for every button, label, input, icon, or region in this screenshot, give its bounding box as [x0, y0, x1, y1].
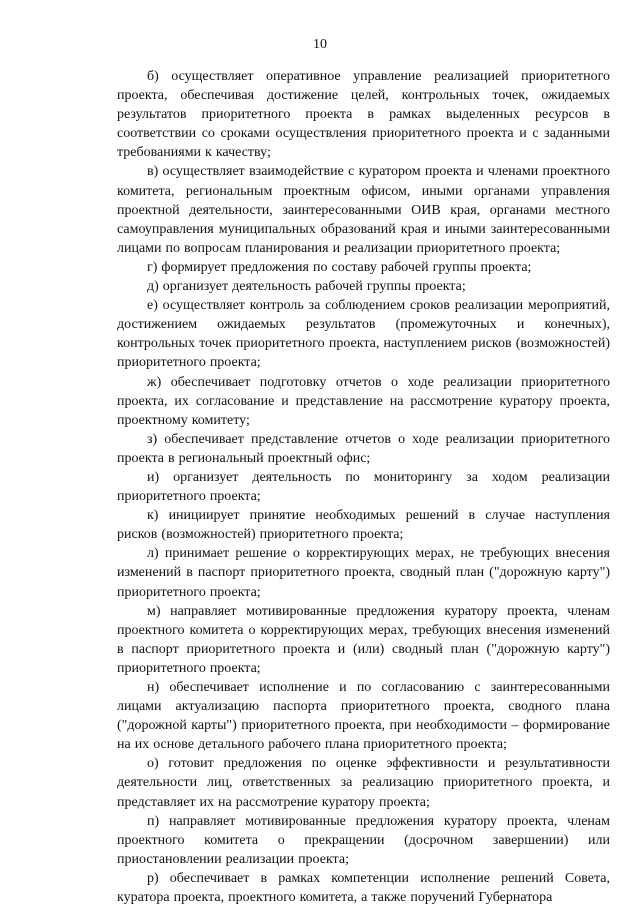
- paragraph-z: з) обеспечивает представление отчетов о ходе реализации приоритетного проекта в региональный проектный офис;: [117, 431, 610, 466]
- paragraph-b: б) осуществляет оперативное управление реализацией приоритетного проекта, обеспечивая достижение целей, контрольных точек, ожидаемых результатов приоритетного проекта в рамках выделенных ресурсов в соответствии со сроками осуществления приоритетного проекта и с заданными требованиями к качеству;: [117, 69, 610, 161]
- document-body: [117, 67, 610, 907]
- paragraph-zh: ж) обеспечивает подготовку отчетов о ходе реализации приоритетного проекта, их согласование и представление на рассмотрение куратору проекта, проектному комитету;: [117, 374, 610, 428]
- paragraph-p: п) направляет мотивированные предложения куратору проекта, членам проектного комитета о прекращении (досрочном завершении) или приостановлении реализации проекта;: [117, 813, 610, 867]
- paragraph-i: и) организует деятельность по мониторингу за ходом реализации приоритетного проекта;: [117, 469, 610, 505]
- paragraph-r: р) обеспечивает в рамках компетенции исполнение решений Совета, куратора проекта, проектного комитета, а также поручений Губернатора: [117, 870, 610, 906]
- paragraph-k: к) инициирует принятие необходимых решений в случае наступления рисков (возможностей) приоритетного проекта;: [117, 508, 610, 543]
- paragraph-n: н) обеспечивает исполнение и по согласованию с заинтересованными лицами актуализацию паспорта приоритетного проекта, сводного плана ("дорожной карты") приоритетного проекта, при необходимости – формирование на их основе детального рабочего плана приоритетного проекта;: [117, 680, 610, 753]
- paragraph-o: о) готовит предложения по оценке эффективности и результативности деятельности лиц, ответственных за реализацию приоритетного проекта, и представляет их на рассмотрение куратору проекта;: [117, 756, 610, 810]
- paragraph-l: л) принимает решение о корректирующих мерах, не требующих внесения изменений в паспорт приоритетного проекта, сводный план ("дорожную карту") приоритетного проекта;: [117, 546, 610, 600]
- paragraph-m: м) направляет мотивированные предложения куратору проекта, членам проектного комитета о корректирующих мерах, требующих внесения изменений в паспорт приоритетного проекта и (или) сводный план ("дорожную карту") приоритетного проекта;: [117, 603, 610, 676]
- paragraph-v: в) осуществляет взаимодействие с куратором проекта и членами проектного комитета, региональным проектным офисом, иными органами управления проектной деятельности, заинтересованными ОИВ края, органами местного самоуправления муниципальных образований края и иными заинтересованными лицами по вопросам планирования и реализации приоритетного проекта;: [117, 164, 610, 256]
- page-number: 10: [313, 37, 327, 52]
- paragraph-d: д) организует деятельность рабочей группы проекта;: [147, 279, 466, 295]
- paragraph-g: г) формирует предложения по составу рабочей группы проекта;: [147, 259, 532, 275]
- paragraph-e: е) осуществляет контроль за соблюдением сроков реализации мероприятий, достижением ожидаемых результатов (промежуточных и конечных), контрольных точек приоритетного проекта, наступлением рисков (возможностей) приоритетного проекта;: [117, 298, 610, 371]
